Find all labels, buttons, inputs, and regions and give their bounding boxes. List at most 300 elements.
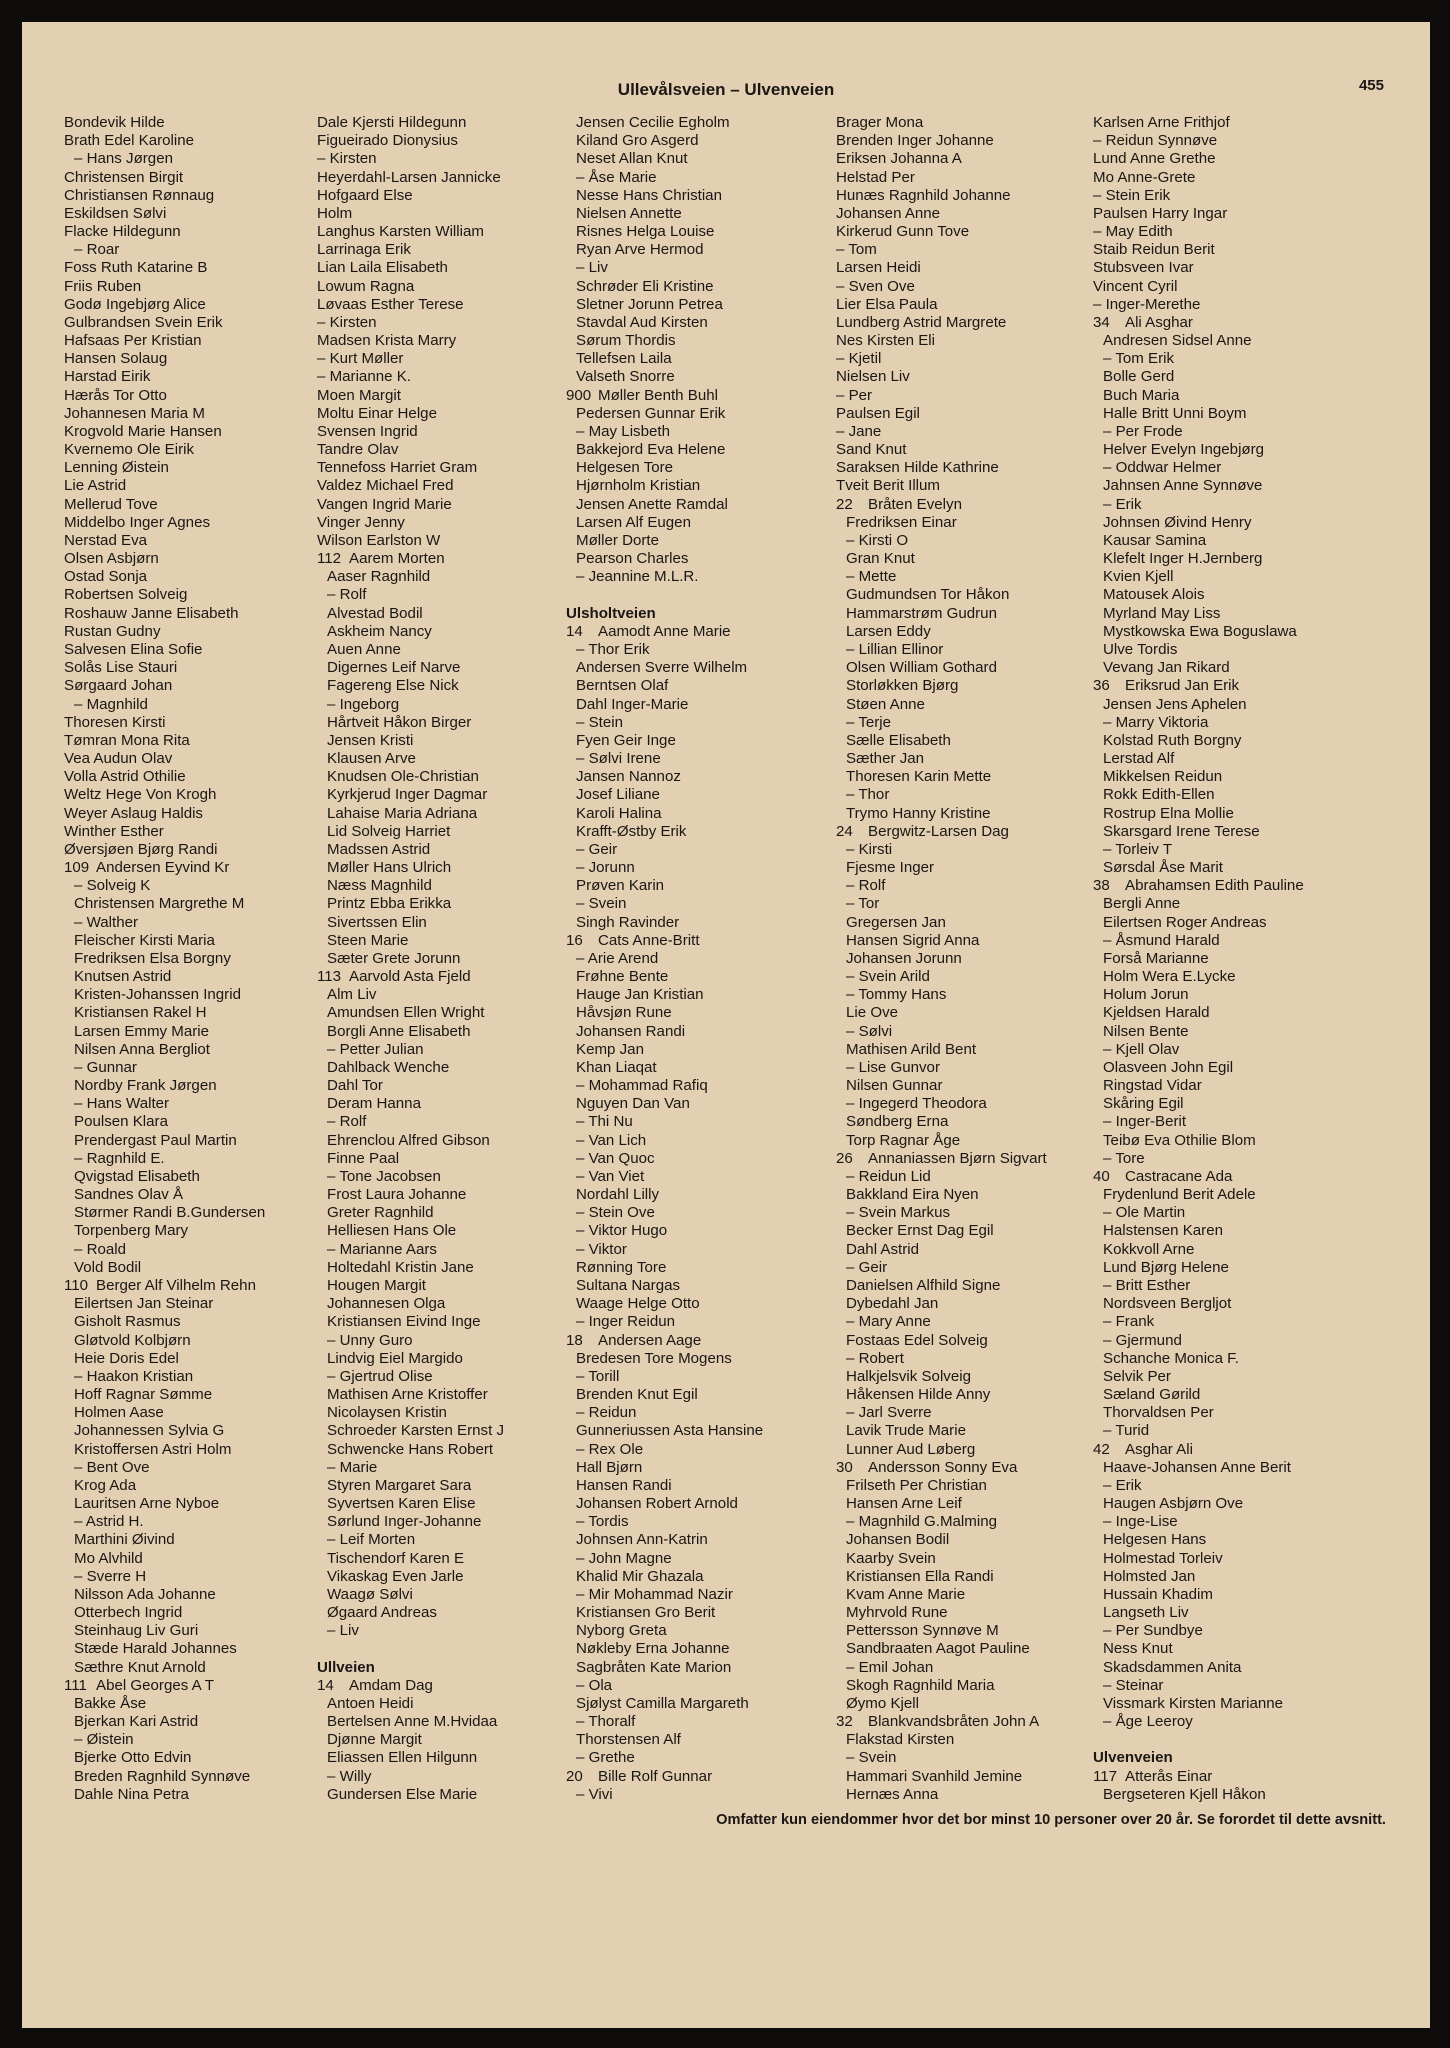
resident-entry xyxy=(1093,477,1393,495)
resident-name: Jahnsen Anne Synnøve xyxy=(1103,477,1263,495)
resident-name: Schroeder Karsten Ernst J xyxy=(327,1422,505,1440)
resident-name: Sørlund Inger-Johanne xyxy=(327,1513,482,1531)
resident-entry xyxy=(317,1186,562,1204)
resident-entry xyxy=(566,1677,826,1695)
resident-name: – Sverre H xyxy=(74,1567,147,1585)
resident-entry xyxy=(1093,568,1393,586)
address-entry xyxy=(1093,314,1393,332)
resident-name: Steinhaug Liv Guri xyxy=(74,1622,199,1640)
resident-name: Kristoffersen Astri Holm xyxy=(74,1440,232,1458)
resident-entry xyxy=(64,387,314,405)
resident-entry xyxy=(317,986,562,1004)
resident-name: – Tor xyxy=(846,895,880,913)
resident-entry xyxy=(317,296,562,314)
resident-entry xyxy=(566,568,826,586)
resident-entry xyxy=(317,1313,562,1331)
resident-entry xyxy=(317,1604,562,1622)
resident-entry xyxy=(1093,841,1393,859)
resident-entry xyxy=(64,368,314,386)
resident-name: Hårtveit Håkon Birger xyxy=(327,713,472,731)
resident-entry xyxy=(317,1568,562,1586)
address-entry xyxy=(836,496,1094,514)
resident-entry xyxy=(317,1023,562,1041)
resident-entry xyxy=(64,1004,314,1022)
resident-name: Kristiansen Eivind Inge xyxy=(327,1313,481,1331)
resident-name: Øversjøen Bjørg Randi xyxy=(64,840,218,858)
resident-entry xyxy=(566,1441,826,1459)
resident-entry xyxy=(1093,1113,1393,1131)
resident-entry xyxy=(566,205,826,223)
resident-entry xyxy=(1093,1004,1393,1022)
resident-entry xyxy=(64,1059,314,1077)
resident-entry xyxy=(317,496,562,514)
resident-entry xyxy=(836,568,1094,586)
resident-name: Vincent Cyril xyxy=(1093,277,1178,295)
resident-entry xyxy=(836,223,1094,241)
resident-entry xyxy=(836,1095,1094,1113)
resident-name: Berger Alf Vilhelm Rehn xyxy=(96,1277,256,1294)
house-number: 26 xyxy=(836,1149,853,1167)
resident-entry xyxy=(317,350,562,368)
resident-name: Askheim Nancy xyxy=(327,622,432,640)
resident-entry xyxy=(317,1277,562,1295)
resident-entry xyxy=(836,732,1094,750)
resident-name: Nordahl Lilly xyxy=(576,1186,660,1204)
resident-name: – Jeannine M.L.R. xyxy=(576,568,699,586)
resident-entry xyxy=(64,477,314,495)
resident-name: Holm Wera E.Lycke xyxy=(1103,968,1236,986)
resident-entry xyxy=(317,205,562,223)
resident-name: Madssen Astrid xyxy=(327,840,431,858)
resident-entry xyxy=(566,350,826,368)
resident-name: Dahl Inger-Marie xyxy=(576,695,689,713)
resident-entry xyxy=(1093,1313,1393,1331)
resident-entry xyxy=(1093,1495,1393,1513)
resident-name: Dybedahl Jan xyxy=(846,1295,939,1313)
resident-entry xyxy=(317,1731,562,1749)
resident-entry xyxy=(1093,1550,1393,1568)
resident-name: Antoen Heidi xyxy=(327,1694,414,1712)
resident-name: Weyer Aslaug Haldis xyxy=(64,804,203,822)
resident-entry xyxy=(1093,950,1393,968)
resident-entry xyxy=(64,278,314,296)
resident-name: – Magnhild G.Malming xyxy=(846,1513,998,1531)
resident-name: Andersen Eyvind Kr xyxy=(96,859,230,877)
address-entry xyxy=(64,859,314,877)
resident-entry xyxy=(1093,1277,1393,1295)
resident-name: Næss Magnhild xyxy=(327,877,432,895)
resident-entry xyxy=(836,441,1094,459)
street-heading xyxy=(1093,1749,1393,1767)
resident-name: Lindvig Eiel Margido xyxy=(327,1349,463,1367)
resident-entry xyxy=(1093,1513,1393,1531)
resident-entry xyxy=(64,405,314,423)
resident-name: – Stein Erik xyxy=(1093,186,1171,204)
resident-name: – Reidun Lid xyxy=(846,1167,931,1185)
resident-name: Johannesen Maria M xyxy=(64,404,205,422)
resident-entry xyxy=(1093,932,1393,950)
resident-entry xyxy=(64,496,314,514)
resident-name: Johannesen Olga xyxy=(327,1295,446,1313)
resident-entry xyxy=(317,895,562,913)
resident-entry xyxy=(1093,805,1393,823)
resident-name: Djønne Margit xyxy=(327,1731,422,1749)
resident-entry xyxy=(566,114,826,132)
resident-name: Sjølyst Camilla Margareth xyxy=(576,1694,749,1712)
resident-entry xyxy=(1093,1622,1393,1640)
resident-name: – Sølvi xyxy=(846,1022,893,1040)
resident-name: Bjerkan Kari Astrid xyxy=(74,1713,199,1731)
resident-name: Kemp Jan xyxy=(576,1040,644,1058)
resident-name: Kristen-Johanssen Ingrid xyxy=(74,986,241,1004)
resident-entry xyxy=(836,514,1094,532)
resident-name: Tennefoss Harriet Gram xyxy=(317,459,478,477)
resident-entry xyxy=(64,641,314,659)
resident-name: – Rolf xyxy=(327,586,367,604)
resident-name: Nøkleby Erna Johanne xyxy=(576,1640,730,1658)
resident-name: Atterås Einar xyxy=(1125,1767,1213,1785)
resident-entry xyxy=(64,1659,314,1677)
resident-entry xyxy=(566,368,826,386)
resident-entry xyxy=(1093,1459,1393,1477)
address-entry xyxy=(64,1277,314,1295)
resident-entry xyxy=(317,1513,562,1531)
resident-name: Larrinaga Erik xyxy=(317,241,411,259)
resident-name: Nerstad Eva xyxy=(64,531,148,549)
resident-name: – Jarl Sverre xyxy=(846,1404,932,1422)
resident-entry xyxy=(64,1731,314,1749)
resident-name: Gunneriussen Asta Hansine xyxy=(576,1422,764,1440)
resident-entry xyxy=(1093,259,1393,277)
resident-entry xyxy=(317,1749,562,1767)
resident-entry xyxy=(1093,1786,1393,1804)
resident-entry xyxy=(1093,150,1393,168)
resident-entry xyxy=(836,1531,1094,1549)
resident-entry xyxy=(836,1277,1094,1295)
resident-name: – Tore xyxy=(1103,1149,1145,1167)
resident-entry xyxy=(64,732,314,750)
street-heading xyxy=(566,605,826,623)
resident-name: Storløkken Bjørg xyxy=(846,677,959,695)
resident-name: Hafsaas Per Kristian xyxy=(64,332,202,350)
resident-name: – Åse Marie xyxy=(576,168,657,186)
resident-name: Neset Allan Knut xyxy=(576,150,688,168)
resident-entry xyxy=(1093,786,1393,804)
resident-entry xyxy=(836,586,1094,604)
resident-name: – Torleiv T xyxy=(1103,840,1173,858)
house-number: 117 xyxy=(1093,1767,1118,1785)
resident-entry xyxy=(836,1731,1094,1749)
resident-name: Nordby Frank Jørgen xyxy=(74,1077,217,1095)
resident-name: Frydenlund Berit Adele xyxy=(1103,1186,1256,1204)
resident-name: Amundsen Ellen Wright xyxy=(327,1004,485,1022)
resident-name: Foss Ruth Katarine B xyxy=(64,259,208,277)
resident-name: Johannessen Sylvia G xyxy=(74,1422,225,1440)
resident-entry xyxy=(836,1513,1094,1531)
resident-entry xyxy=(64,132,314,150)
resident-entry xyxy=(1093,623,1393,641)
resident-name: Skadsdammen Anita xyxy=(1103,1658,1242,1676)
resident-entry xyxy=(566,968,826,986)
resident-name: Johansen Anne xyxy=(836,204,941,222)
resident-name: Nes Kirsten Eli xyxy=(836,332,935,350)
resident-name: Vissmark Kirsten Marianne xyxy=(1103,1694,1284,1712)
resident-entry xyxy=(64,550,314,568)
resident-entry xyxy=(566,1695,826,1713)
resident-name: Tischendorf Karen E xyxy=(327,1549,465,1567)
resident-entry xyxy=(317,1531,562,1549)
resident-entry xyxy=(64,187,314,205)
address-entry xyxy=(1093,1768,1393,1786)
resident-name: – Svein Markus xyxy=(846,1204,951,1222)
resident-name: Marthini Øivind xyxy=(74,1531,175,1549)
resident-name: – Jane xyxy=(836,422,882,440)
resident-name: – Inger Reidun xyxy=(576,1313,676,1331)
resident-entry xyxy=(566,1277,826,1295)
resident-name: Rostrup Elna Mollie xyxy=(1103,804,1234,822)
resident-name: – Emil Johan xyxy=(846,1658,934,1676)
resident-name: – Rolf xyxy=(327,1113,367,1131)
resident-name: – Øistein xyxy=(74,1731,134,1749)
resident-name: Kjeldsen Harald xyxy=(1103,1004,1210,1022)
resident-entry xyxy=(64,1786,314,1804)
column-3 xyxy=(566,114,826,1804)
resident-name: Sandbraaten Aagot Pauline xyxy=(846,1640,1030,1658)
resident-entry xyxy=(317,532,562,550)
resident-entry xyxy=(64,1132,314,1150)
resident-entry xyxy=(64,1186,314,1204)
resident-entry xyxy=(836,532,1094,550)
resident-entry xyxy=(836,1186,1094,1204)
resident-entry xyxy=(836,1077,1094,1095)
resident-entry xyxy=(566,1786,826,1804)
resident-name: Tveit Berit Illum xyxy=(836,477,940,495)
resident-entry xyxy=(836,768,1094,786)
resident-entry xyxy=(1093,332,1393,350)
resident-entry xyxy=(836,423,1094,441)
resident-name: – Svein xyxy=(576,895,627,913)
resident-name: Abrahamsen Edith Pauline xyxy=(1125,877,1304,895)
resident-entry xyxy=(836,1659,1094,1677)
resident-name: Dahl Tor xyxy=(327,1077,383,1095)
resident-entry xyxy=(317,332,562,350)
resident-entry xyxy=(566,259,826,277)
resident-entry xyxy=(566,1313,826,1331)
resident-entry xyxy=(836,714,1094,732)
resident-name: Nielsen Annette xyxy=(576,204,682,222)
resident-entry xyxy=(1093,1640,1393,1658)
resident-name: Klefelt Inger H.Jernberg xyxy=(1103,550,1263,568)
resident-name: – Kjell Olav xyxy=(1103,1040,1180,1058)
resident-entry xyxy=(1093,1604,1393,1622)
resident-entry xyxy=(836,1422,1094,1440)
resident-name: Møller Dorte xyxy=(576,531,660,549)
resident-name: Johansen Randi xyxy=(576,1022,686,1040)
resident-name: Hofgaard Else xyxy=(317,186,413,204)
resident-name: Nicolaysen Kristin xyxy=(327,1404,447,1422)
resident-name: – Sølvi Irene xyxy=(576,750,661,768)
resident-entry xyxy=(64,950,314,968)
resident-entry xyxy=(836,1768,1094,1786)
resident-name: Dahle Nina Petra xyxy=(74,1785,189,1803)
resident-entry xyxy=(317,732,562,750)
resident-name: Khan Liaqat xyxy=(576,1058,657,1076)
resident-entry xyxy=(836,859,1094,877)
resident-name: Eilertsen Jan Steinar xyxy=(74,1295,214,1313)
resident-name: – Marry Viktoria xyxy=(1103,713,1209,731)
resident-entry xyxy=(64,586,314,604)
resident-name: Nordsveen Bergljot xyxy=(1103,1295,1232,1313)
resident-name: – Vivi xyxy=(576,1785,613,1803)
resident-entry xyxy=(836,1568,1094,1586)
resident-name: Danielsen Alfhild Signe xyxy=(846,1277,1001,1294)
resident-name: Gudmundsen Tor Håkon xyxy=(846,586,1010,604)
resident-entry xyxy=(317,568,562,586)
resident-name: Gulbrandsen Svein Erik xyxy=(64,313,223,331)
resident-entry xyxy=(566,1531,826,1549)
resident-name: Christensen Margrethe M xyxy=(74,895,245,913)
resident-name: – Astrid H. xyxy=(74,1513,144,1531)
resident-name: Helliesen Hans Ole xyxy=(327,1222,457,1240)
resident-entry xyxy=(64,1113,314,1131)
resident-name: Skåring Egil xyxy=(1103,1095,1184,1113)
resident-name: Ostad Sonja xyxy=(64,568,148,586)
resident-entry xyxy=(566,1004,826,1022)
resident-name: Lian Laila Elisabeth xyxy=(317,259,448,277)
resident-entry xyxy=(64,1586,314,1604)
resident-entry xyxy=(566,241,826,259)
resident-entry xyxy=(317,805,562,823)
resident-name: Holmen Aase xyxy=(74,1404,164,1422)
resident-entry xyxy=(566,405,826,423)
resident-name: Møller Hans Ulrich xyxy=(327,859,452,877)
resident-name: Schanche Monica F. xyxy=(1103,1349,1239,1367)
resident-name: Waage Helge Otto xyxy=(576,1295,700,1313)
resident-entry xyxy=(566,1295,826,1313)
resident-name: Gran Knut xyxy=(846,550,915,568)
resident-entry xyxy=(1093,514,1393,532)
resident-name: Selvik Per xyxy=(1103,1367,1171,1385)
resident-entry xyxy=(317,477,562,495)
resident-name: Olsen Asbjørn xyxy=(64,550,159,568)
resident-name: Håvsjøn Rune xyxy=(576,1004,672,1022)
resident-entry xyxy=(566,950,826,968)
resident-name: Thorstensen Alf xyxy=(576,1731,681,1749)
resident-entry xyxy=(836,150,1094,168)
resident-name: Andersen Sverre Wilhelm xyxy=(576,659,748,677)
resident-name: – Erik xyxy=(1103,495,1142,513)
resident-entry xyxy=(1093,114,1393,132)
resident-name: – Lise Gunvor xyxy=(846,1058,940,1076)
resident-name: Lund Anne Grethe xyxy=(1093,150,1216,168)
address-entry xyxy=(317,968,562,986)
resident-entry xyxy=(317,696,562,714)
resident-name: Helgesen Tore xyxy=(576,459,674,477)
resident-entry xyxy=(566,1168,826,1186)
resident-entry xyxy=(1093,750,1393,768)
resident-entry xyxy=(566,1386,826,1404)
resident-entry xyxy=(317,459,562,477)
resident-entry xyxy=(64,986,314,1004)
resident-name: Eskildsen Sølvi xyxy=(64,204,167,222)
resident-name: – Rolf xyxy=(846,877,886,895)
resident-entry xyxy=(566,586,826,604)
resident-name: Hansen Arne Leif xyxy=(846,1495,962,1513)
resident-name: Mathisen Arild Bent xyxy=(846,1040,977,1058)
resident-name: – Kirsti xyxy=(846,840,893,858)
resident-entry xyxy=(566,477,826,495)
resident-name: – Arie Arend xyxy=(576,949,659,967)
resident-name: Bergli Anne xyxy=(1103,895,1181,913)
resident-name: – Unny Guro xyxy=(327,1331,413,1349)
resident-entry xyxy=(1093,278,1393,296)
resident-entry xyxy=(64,1513,314,1531)
resident-entry xyxy=(64,259,314,277)
resident-name: Rokk Edith-Ellen xyxy=(1103,786,1215,804)
resident-name: Krogvold Marie Hansen xyxy=(64,422,222,440)
resident-name: – Leif Morten xyxy=(327,1531,416,1549)
resident-entry xyxy=(64,1622,314,1640)
resident-name: – Tordis xyxy=(576,1513,629,1531)
resident-entry xyxy=(836,1404,1094,1422)
resident-entry xyxy=(64,1295,314,1313)
resident-entry xyxy=(836,641,1094,659)
resident-name: Krog Ada xyxy=(74,1476,137,1494)
house-number: 110 xyxy=(64,1277,89,1294)
resident-name: Winther Esther xyxy=(64,822,164,840)
resident-entry xyxy=(836,459,1094,477)
resident-name: Ulve Tordis xyxy=(1103,640,1178,658)
resident-entry xyxy=(1093,550,1393,568)
resident-name: Saraksen Hilde Kathrine xyxy=(836,459,999,477)
resident-entry xyxy=(317,1204,562,1222)
resident-entry xyxy=(64,714,314,732)
resident-entry xyxy=(64,1259,314,1277)
resident-entry xyxy=(1093,441,1393,459)
resident-name: Kristiansen Rakel H xyxy=(74,1004,207,1022)
resident-entry xyxy=(317,368,562,386)
resident-name: Dale Kjersti Hildegunn xyxy=(317,114,467,131)
resident-entry xyxy=(566,150,826,168)
resident-entry xyxy=(64,1604,314,1622)
resident-name: Karoli Halina xyxy=(576,804,662,822)
address-entry xyxy=(317,1677,562,1695)
resident-entry xyxy=(1093,1477,1393,1495)
resident-entry xyxy=(1093,641,1393,659)
resident-name: Lauritsen Arne Nyboe xyxy=(74,1495,220,1513)
resident-entry xyxy=(836,1332,1094,1350)
resident-name: Nilsson Ada Johanne xyxy=(74,1585,216,1603)
resident-entry xyxy=(1093,823,1393,841)
resident-name: Staib Reidun Berit xyxy=(1093,241,1215,259)
resident-entry xyxy=(1093,859,1393,877)
resident-entry xyxy=(1093,1222,1393,1240)
resident-name: Heie Doris Edel xyxy=(74,1349,179,1367)
resident-name: – Inge-Lise xyxy=(1103,1513,1178,1531)
resident-name: Larsen Emmy Marie xyxy=(74,1022,210,1040)
resident-entry xyxy=(1093,1695,1393,1713)
resident-entry xyxy=(836,1241,1094,1259)
resident-name: Bertelsen Anne M.Hvidaa xyxy=(327,1713,498,1731)
resident-entry xyxy=(317,677,562,695)
resident-name: Ali Asghar xyxy=(1125,313,1193,331)
resident-name: – Per Frode xyxy=(1103,422,1183,440)
resident-name: Holmsted Jan xyxy=(1103,1567,1196,1585)
resident-name: Mathisen Arne Kristoffer xyxy=(327,1386,488,1404)
resident-name: – Marie xyxy=(327,1458,378,1476)
resident-entry xyxy=(64,423,314,441)
house-number: 38 xyxy=(1093,877,1110,895)
